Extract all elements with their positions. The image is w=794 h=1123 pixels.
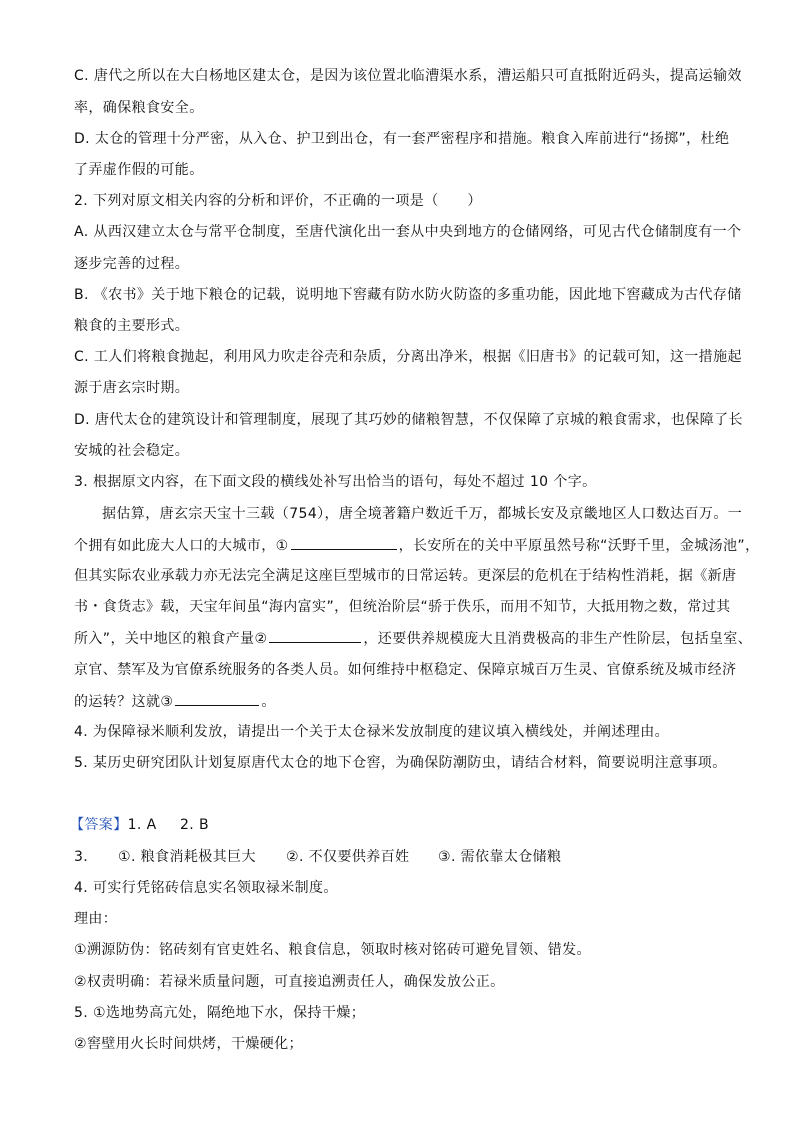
answer-q3-blank-1: ①. 粮食消耗极其巨大 <box>118 849 256 865</box>
passage-line-4: 书・食货志》载，天宝年间虽“海内富实”，但统治阶层“骄于佚乐，而用不知节，大抵用物之数，常过其 <box>74 599 731 615</box>
question-3: 3. 根据原文内容，在下面文段的横线处补写出恰当的语句，每处不超过 10 个字。 <box>74 474 597 490</box>
passage-line-5-end: ，还要供养规模庞大且消费极高的非生产性阶层，包括皇室、 <box>363 631 753 647</box>
option-d-line-1: D. 太仓的管理十分严密，从入仓、护卫到出仓，有一套严密程序和措施。粮食入库前进行“扬掷”，杜绝 <box>74 131 730 147</box>
answer-q3-blank-2: ②. 不仅要供养百姓 <box>286 849 410 865</box>
passage-line-2-end: ，长安所在的关中平原虽然号称“沃野千里，金城汤池”， <box>398 538 760 554</box>
q2-option-a-line-1: A. 从西汉建立太仓与常平仓制度，至唐代演化出一套从中央到地方的仓储网络，可见古代仓储制度有一个 <box>74 224 742 240</box>
passage-line-7-start: 的运转？这就③ <box>74 694 174 710</box>
answer-reason-2: ②权责明确：若禄米质量问题，可直接追溯责任人，确保发放公正。 <box>74 974 505 990</box>
passage-line-7-end: 。 <box>261 694 276 710</box>
blank-1[interactable] <box>291 535 397 550</box>
option-c-line-2: 率，确保粮食安全。 <box>74 100 204 116</box>
question-2: 2. 下列对原文相关内容的分析和评价，不正确的一项是（ ） <box>74 193 482 209</box>
q2-option-c-line-2: 源于唐玄宗时期。 <box>74 380 190 396</box>
q2-option-c-line-1: C. 工人们将粮食抛起，利用风力吹走谷壳和杂质，分离出净米，根据《旧唐书》的记载可知，这一措施起 <box>74 349 742 365</box>
answer-tag: 【答案】 <box>70 817 128 833</box>
answer-q3-blank-3: ③. 需依靠太仓储粮 <box>438 849 562 865</box>
passage-line-2 <box>74 535 760 556</box>
answer-line <box>70 815 730 835</box>
question-5: 5. 某历史研究团队计划复原唐代太仓的地下仓窖，为确保防潮防虫，请结合材料，简要说明注意事项。 <box>74 755 727 771</box>
answer-q1: 1. A <box>127 817 157 833</box>
passage-line-3: 但其实际农业承载力亦无法完全满足这座巨型城市的日常运转。更深层的危机在于结构性消耗，据《新唐 <box>74 568 737 584</box>
passage-line-1: 据估算，唐玄宗天宝十三载（754），唐全境著籍户数近千万，都城长安及京畿地区人口数达百万。一 <box>102 506 743 522</box>
answer-q2: 2. B <box>180 817 210 833</box>
option-c-line-1: C. 唐代之所以在大白杨地区建太仓，是因为该位置北临漕渠水系，漕运船只可直抵附近码头，提高运输效 <box>74 68 742 84</box>
answer-q5-item-2: ②窖壁用火长时间烘烤，干燥硬化； <box>74 1036 303 1052</box>
passage-line-7 <box>74 691 734 712</box>
answer-reason-label: 理由： <box>74 911 118 927</box>
q2-option-b-line-1: B. 《农书》关于地下粮仓的记载，说明地下窖藏有防水防火防盗的多重功能，因此地下窖藏成为古代存储 <box>74 287 742 303</box>
blank-3[interactable] <box>175 691 259 706</box>
question-4: 4. 为保障禄米顺利发放，请提出一个关于太仓禄米发放制度的建议填入横线处，并阐述理由。 <box>74 724 670 740</box>
passage-line-5-start: 所入”，关中地区的粮食产量② <box>74 631 268 647</box>
q2-option-a-line-2: 逐步完善的过程。 <box>74 256 190 272</box>
answer-q4: 4. 可实行凭铭砖信息实名领取禄米制度。 <box>74 880 338 896</box>
answer-q3-line <box>74 847 734 867</box>
option-d-line-2: 了弄虚作假的可能。 <box>74 162 204 178</box>
q2-option-b-line-2: 粮食的主要形式。 <box>74 318 190 334</box>
q2-option-d-line-1: D. 唐代太仓的建筑设计和管理制度，展现了其巧妙的储粮智慧，不仅保障了京城的粮食需求，也保障了长 <box>74 412 743 428</box>
answer-q5-item-1: 5. ①选地势高亢处，隔绝地下水，保持干燥； <box>74 1005 366 1021</box>
passage-line-5 <box>74 628 753 649</box>
passage-line-6: 京官、禁军及为官僚系统服务的各类人员。如何维持中枢稳定、保障京城百万生灵、官僚系统及城市经济 <box>74 662 737 678</box>
blank-2[interactable] <box>269 628 361 643</box>
answer-q3-number: 3. <box>74 849 89 865</box>
q2-option-d-line-2: 安城的社会稳定。 <box>74 443 190 459</box>
answer-reason-1: ①溯源防伪：铭砖刻有官吏姓名、粮食信息，领取时核对铭砖可避免冒领、错发。 <box>74 942 591 958</box>
passage-line-2-start: 个拥有如此庞大人口的大城市，① <box>74 538 289 554</box>
